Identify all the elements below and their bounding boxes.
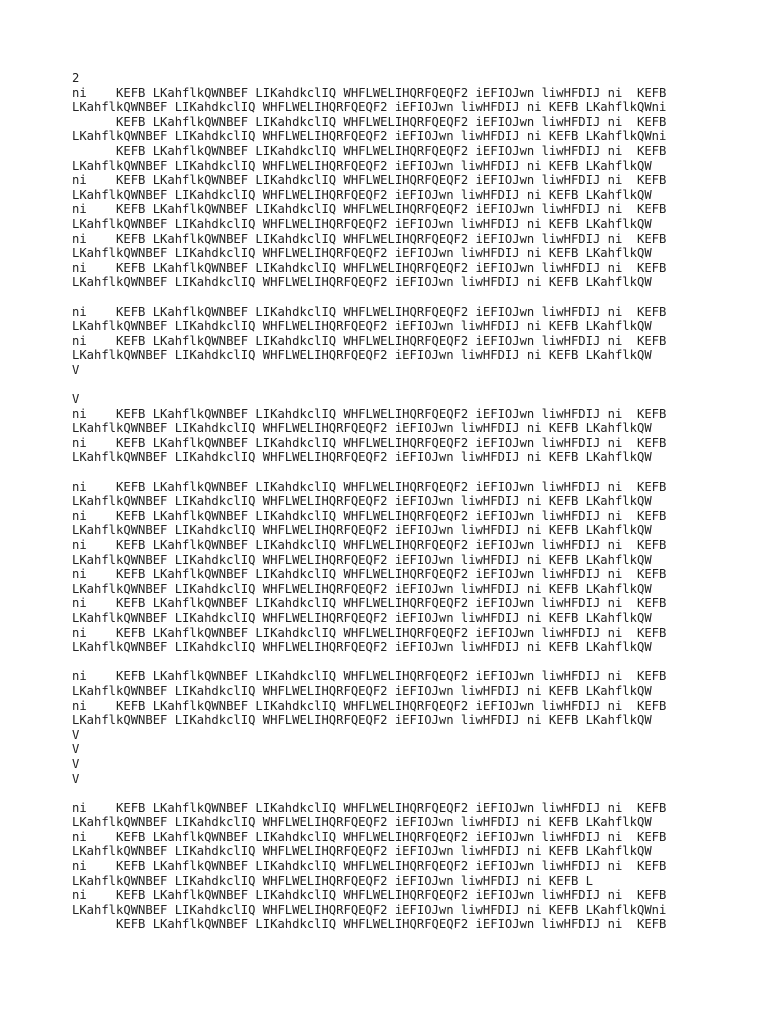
text-line: LKahflkQWNBEF LIKahdkclIQ WHFLWELIHQRFQEQF2 iEFIOJwn liwHFDIJ ni KEFB LKahflkQW — [72, 683, 652, 698]
text-line: ni KEFB LKahflkQWNBEF LIKahdkclIQ WHFLWELIHQRFQEQF2 iEFIOJwn liwHFDIJ ni KEFB — [72, 538, 667, 552]
text-line: LKahflkQWNBEF LIKahdkclIQ WHFLWELIHQRFQEQF2 iEFIOJwn liwHFDIJ ni KEFB LKahflkQW — [72, 815, 652, 830]
text-line: LKahflkQWNBEF LIKahdkclIQ WHFLWELIHQRFQEQF2 iEFIOJwn liwHFDIJ ni KEFB LKahflkQWni — [72, 100, 667, 115]
text-line: LKahflkQWNBEF LIKahdkclIQ WHFLWELIHQRFQEQF2 iEFIOJwn liwHFDIJ ni KEFB LKahflkQW — [72, 421, 652, 436]
text-line: V — [72, 362, 80, 377]
text-line: LKahflkQWNBEF LIKahdkclIQ WHFLWELIHQRFQEQF2 iEFIOJwn liwHFDIJ ni KEFB LKahflkQW — [72, 319, 652, 334]
text-line: LKahflkQWNBEF LIKahdkclIQ WHFLWELIHQRFQEQF2 iEFIOJwn liwHFDIJ ni KEFB LKahflkQWni — [72, 902, 667, 917]
text-line: ni KEFB LKahflkQWNBEF LIKahdkclIQ WHFLWELIHQRFQEQF2 iEFIOJwn liwHFDIJ ni KEFB — [72, 669, 667, 684]
text-line: LKahflkQWNBEF LIKahdkclIQ WHFLWELIHQRFQEQF2 iEFIOJwn liwHFDIJ ni KEFB LKahflkQW — [72, 640, 652, 655]
text-line: LKahflkQWNBEF LIKahdkclIQ WHFLWELIHQRFQEQF2 iEFIOJwn liwHFDIJ ni KEFB LKahflkQW — [72, 216, 652, 231]
text-line: ni KEFB LKahflkQWNBEF LIKahdkclIQ WHFLWELIHQRFQEQF2 iEFIOJwn liwHFDIJ ni KEFB — [72, 596, 667, 611]
text-line: ni KEFB LKahflkQWNBEF LIKahdkclIQ WHFLWELIHQRFQEQF2 iEFIOJwn liwHFDIJ ni KEFB — [72, 435, 667, 450]
text-line: ni KEFB LKahflkQWNBEF LIKahdkclIQ WHFLWELIHQRFQEQF2 iEFIOJwn liwHFDIJ ni KEFB — [72, 231, 667, 246]
text-line — [72, 290, 666, 305]
text-line: ni KEFB LKahflkQWNBEF LIKahdkclIQ WHFLWELIHQRFQEQF2 iEFIOJwn liwHFDIJ ni KEFB — [72, 406, 667, 421]
text-line: LKahflkQWNBEF LIKahdkclIQ WHFLWELIHQRFQEQF2 iEFIOJwn liwHFDIJ ni KEFB LKahflkQWni — [72, 129, 667, 144]
text-line: V — [72, 727, 80, 742]
text-line: ni KEFB LKahflkQWNBEF LIKahdkclIQ WHFLWELIHQRFQEQF2 iEFIOJwn liwHFDIJ ni KEFB — [72, 202, 667, 217]
text-line — [72, 465, 666, 480]
text-line: V — [72, 771, 80, 786]
text-line: LKahflkQWNBEF LIKahdkclIQ WHFLWELIHQRFQEQF2 iEFIOJwn liwHFDIJ ni KEFB LKahflkQW — [72, 246, 652, 261]
text-line: ni KEFB LKahflkQWNBEF LIKahdkclIQ WHFLWELIHQRFQEQF2 iEFIOJwn liwHFDIJ ni KEFB — [72, 479, 667, 494]
text-line: KEFB LKahflkQWNBEF LIKahdkclIQ WHFLWELIHQRFQEQF2 iEFIOJwn liwHFDIJ ni KEFB — [72, 114, 667, 129]
text-line: ni KEFB LKahflkQWNBEF LIKahdkclIQ WHFLWELIHQRFQEQF2 iEFIOJwn liwHFDIJ ni KEFB — [72, 859, 667, 874]
text-line: KEFB LKahflkQWNBEF LIKahdkclIQ WHFLWELIHQRFQEQF2 iEFIOJwn liwHFDIJ ni KEFB — [72, 917, 667, 932]
text-line: LKahflkQWNBEF LIKahdkclIQ WHFLWELIHQRFQEQF2 iEFIOJwn liwHFDIJ ni KEFB LKahflkQW — [72, 275, 652, 290]
text-line: ni KEFB LKahflkQWNBEF LIKahdkclIQ WHFLWELIHQRFQEQF2 iEFIOJwn liwHFDIJ ni KEFB — [72, 333, 667, 348]
text-line: ni KEFB LKahflkQWNBEF LIKahdkclIQ WHFLWELIHQRFQEQF2 iEFIOJwn liwHFDIJ ni KEFB — [72, 85, 667, 100]
text-line: ni KEFB LKahflkQWNBEF LIKahdkclIQ WHFLWELIHQRFQEQF2 iEFIOJwn liwHFDIJ ni KEFB — [72, 829, 667, 844]
text-line: LKahflkQWNBEF LIKahdkclIQ WHFLWELIHQRFQEQF2 iEFIOJwn liwHFDIJ ni KEFB LKahflkQW — [72, 158, 652, 173]
text-line: LKahflkQWNBEF LIKahdkclIQ WHFLWELIHQRFQEQF2 iEFIOJwn liwHFDIJ ni KEFB LKahflkQW — [72, 713, 652, 728]
document-body-text — [72, 71, 666, 932]
text-line: V — [72, 756, 80, 771]
text-line: ni KEFB LKahflkQWNBEF LIKahdkclIQ WHFLWELIHQRFQEQF2 iEFIOJwn liwHFDIJ ni KEFB — [72, 567, 667, 582]
text-line: LKahflkQWNBEF LIKahdkclIQ WHFLWELIHQRFQEQF2 iEFIOJwn liwHFDIJ ni KEFB LKahflkQW — [72, 581, 652, 596]
text-line: ni KEFB LKahflkQWNBEF LIKahdkclIQ WHFLWELIHQRFQEQF2 iEFIOJwn liwHFDIJ ni KEFB — [72, 625, 667, 640]
text-line: LKahflkQWNBEF LIKahdkclIQ WHFLWELIHQRFQEQF2 iEFIOJwn liwHFDIJ ni KEFB LKahflkQW — [72, 494, 652, 509]
text-line: V — [72, 742, 80, 757]
text-line: ni KEFB LKahflkQWNBEF LIKahdkclIQ WHFLWELIHQRFQEQF2 iEFIOJwn liwHFDIJ ni KEFB — [72, 260, 667, 275]
text-line: ni KEFB LKahflkQWNBEF LIKahdkclIQ WHFLWELIHQRFQEQF2 iEFIOJwn liwHFDIJ ni KEFB — [72, 698, 667, 713]
text-line: ni KEFB LKahflkQWNBEF LIKahdkclIQ WHFLWELIHQRFQEQF2 iEFIOJwn liwHFDIJ ni KEFB — [72, 888, 667, 903]
page-number: 2 — [72, 71, 80, 85]
text-line: LKahflkQWNBEF LIKahdkclIQ WHFLWELIHQRFQEQF2 iEFIOJwn liwHFDIJ ni KEFB LKahflkQW — [72, 552, 652, 567]
text-line: V — [72, 392, 80, 407]
text-line: LKahflkQWNBEF LIKahdkclIQ WHFLWELIHQRFQEQF2 iEFIOJwn liwHFDIJ ni KEFB LKahflkQW — [72, 450, 652, 465]
text-line: LKahflkQWNBEF LIKahdkclIQ WHFLWELIHQRFQEQF2 iEFIOJwn liwHFDIJ ni KEFB L — [72, 873, 593, 888]
text-line — [72, 786, 666, 801]
text-line: LKahflkQWNBEF LIKahdkclIQ WHFLWELIHQRFQEQF2 iEFIOJwn liwHFDIJ ni KEFB LKahflkQW — [72, 844, 652, 859]
text-line: ni KEFB LKahflkQWNBEF LIKahdkclIQ WHFLWELIHQRFQEQF2 iEFIOJwn liwHFDIJ ni KEFB — [72, 173, 667, 188]
text-line: KEFB LKahflkQWNBEF LIKahdkclIQ WHFLWELIHQRFQEQF2 iEFIOJwn liwHFDIJ ni KEFB — [72, 143, 667, 158]
text-line: LKahflkQWNBEF LIKahdkclIQ WHFLWELIHQRFQEQF2 iEFIOJwn liwHFDIJ ni KEFB LKahflkQW — [72, 348, 652, 363]
text-line: ni KEFB LKahflkQWNBEF LIKahdkclIQ WHFLWELIHQRFQEQF2 iEFIOJwn liwHFDIJ ni KEFB — [72, 304, 667, 319]
text-line — [72, 655, 666, 670]
text-line: LKahflkQWNBEF LIKahdkclIQ WHFLWELIHQRFQEQF2 iEFIOJwn liwHFDIJ ni KEFB LKahflkQW — [72, 523, 652, 538]
text-line: ni KEFB LKahflkQWNBEF LIKahdkclIQ WHFLWELIHQRFQEQF2 iEFIOJwn liwHFDIJ ni KEFB — [72, 800, 667, 815]
text-line — [72, 377, 666, 392]
text-line: LKahflkQWNBEF LIKahdkclIQ WHFLWELIHQRFQEQF2 iEFIOJwn liwHFDIJ ni KEFB LKahflkQW — [72, 610, 652, 625]
text-line: ni KEFB LKahflkQWNBEF LIKahdkclIQ WHFLWELIHQRFQEQF2 iEFIOJwn liwHFDIJ ni KEFB — [72, 508, 667, 523]
text-line: LKahflkQWNBEF LIKahdkclIQ WHFLWELIHQRFQEQF2 iEFIOJwn liwHFDIJ ni KEFB LKahflkQW — [72, 187, 652, 202]
